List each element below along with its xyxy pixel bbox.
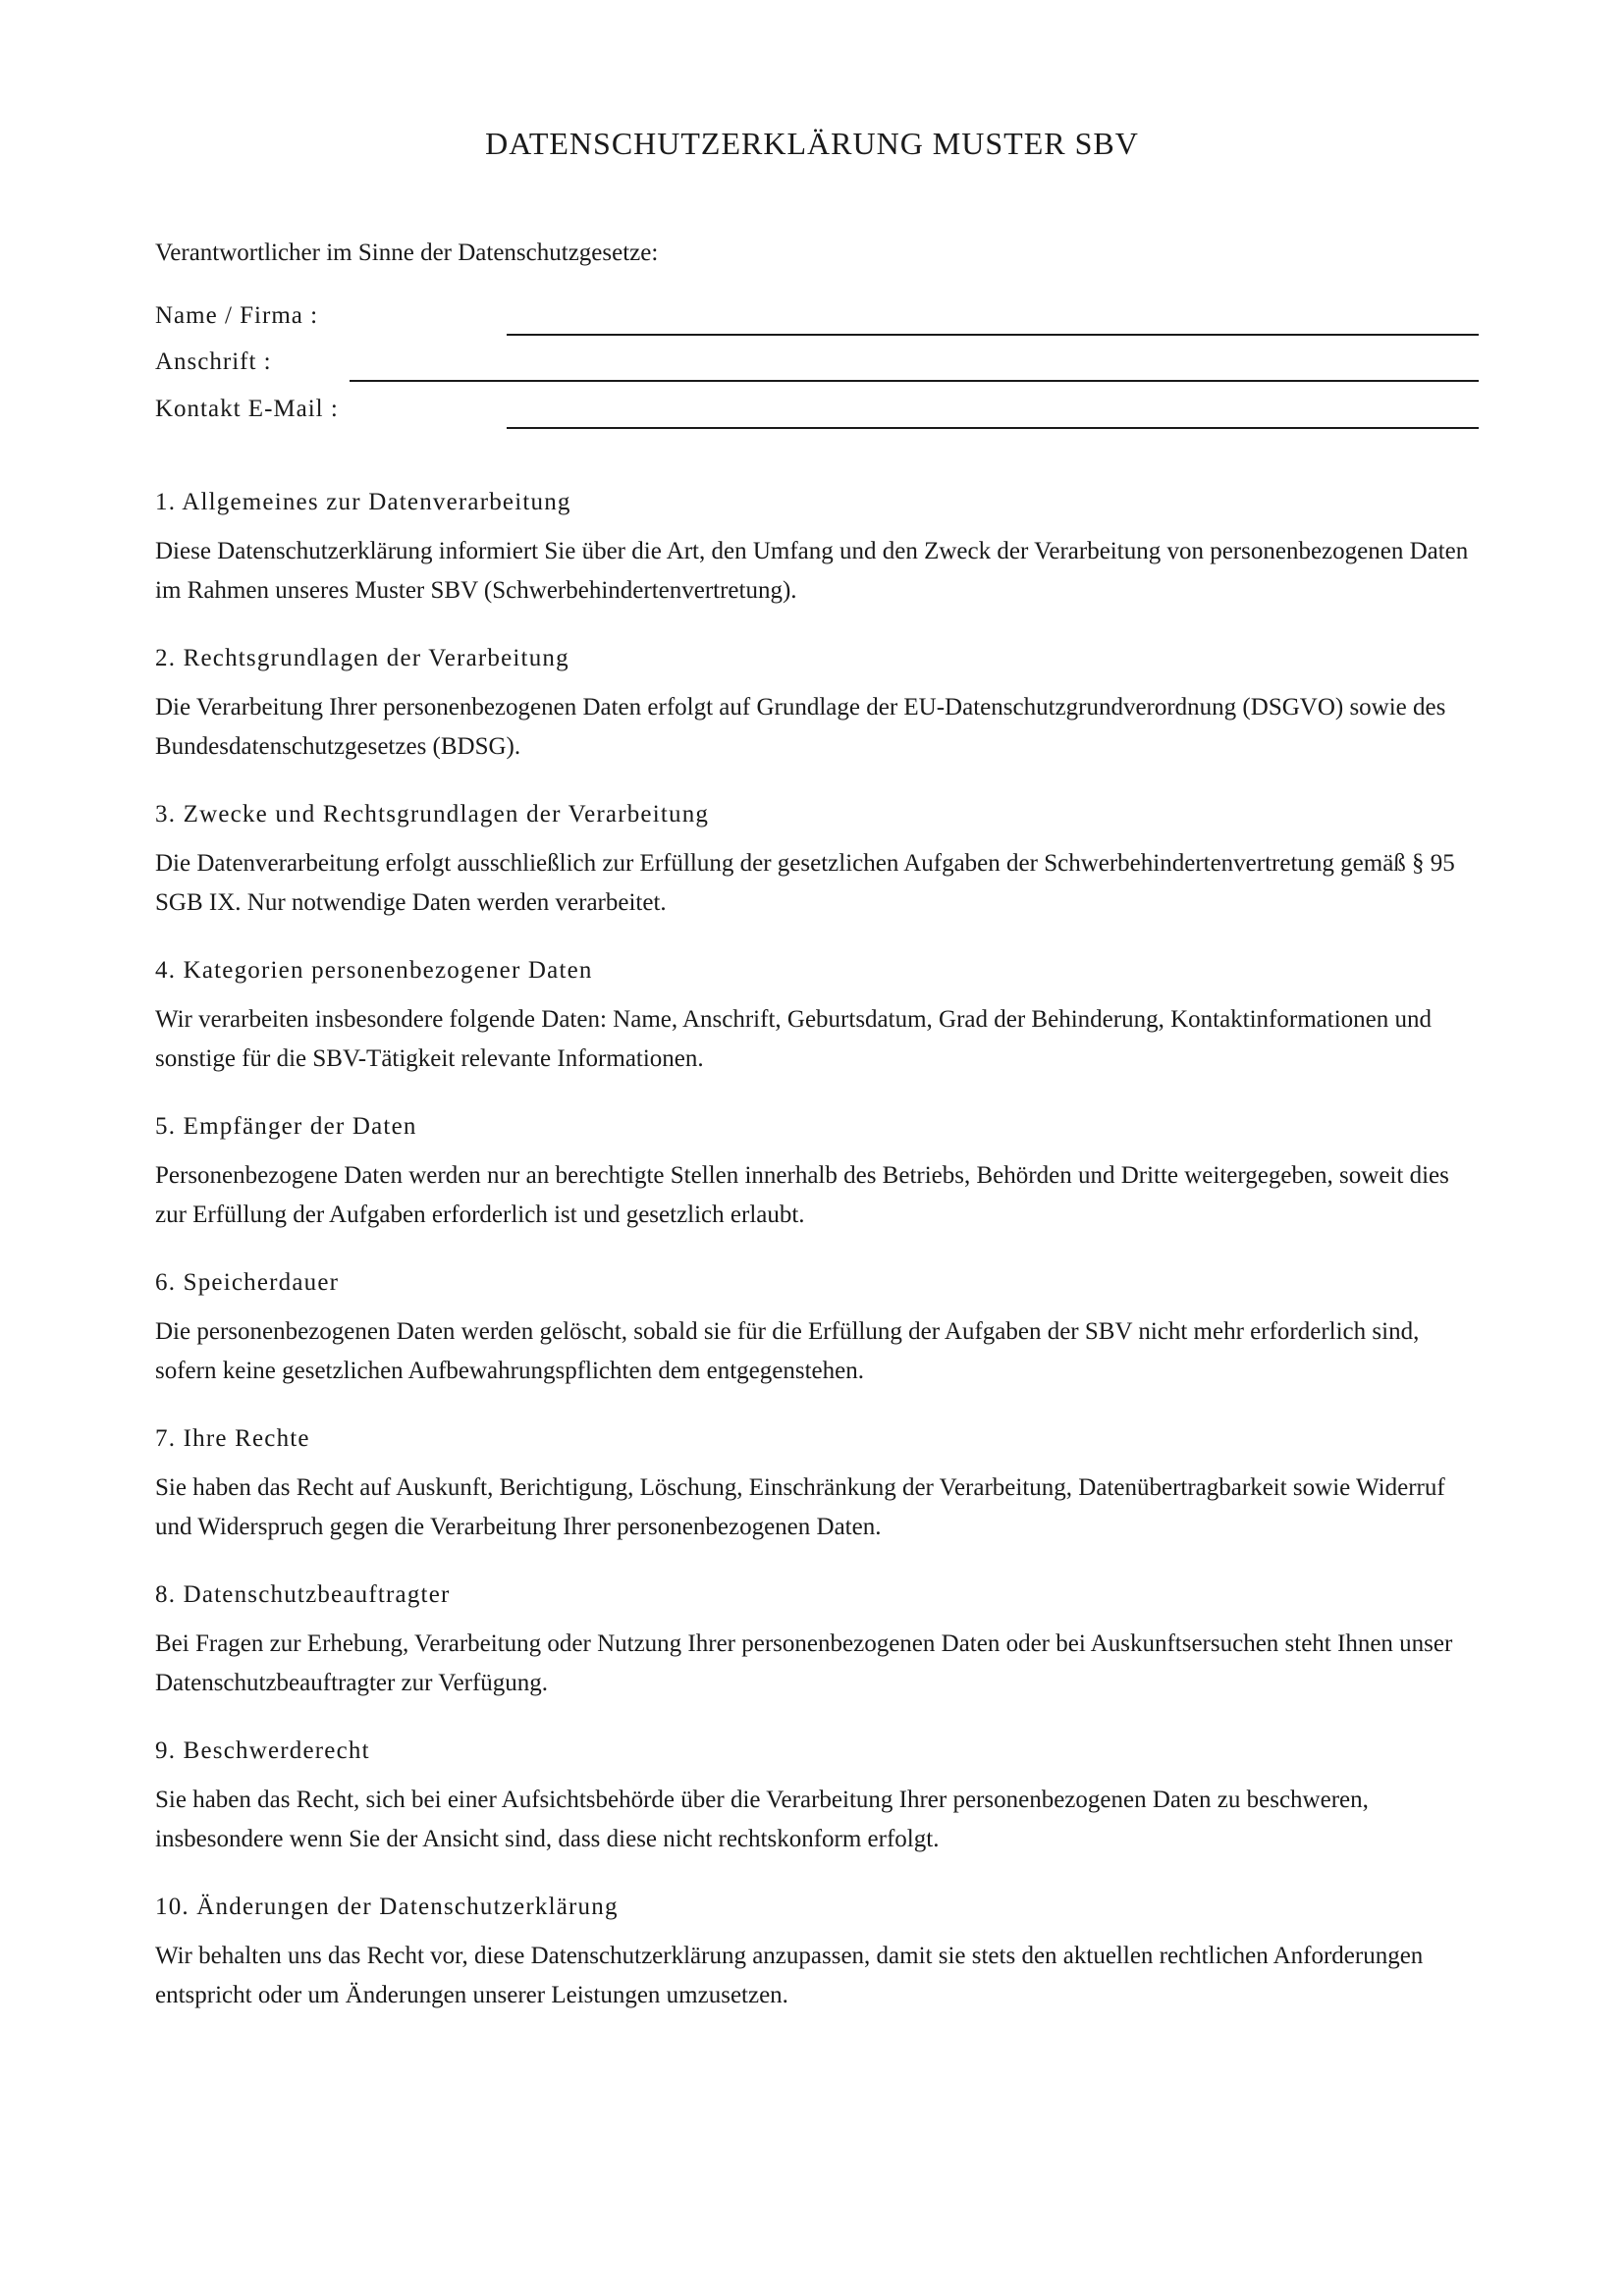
- section-heading: 4. Kategorien personenbezogener Daten: [155, 957, 593, 984]
- section-heading: 7. Ihre Rechte: [155, 1425, 310, 1452]
- section-heading: 10. Änderungen der Datenschutzerklärung: [155, 1894, 619, 1920]
- section-general: [155, 487, 1481, 611]
- section-storage-duration: [155, 1267, 1481, 1391]
- document-title: DATENSCHUTZERKLÄRUNG MUSTER SBV: [485, 126, 1139, 161]
- controller-intro: Verantwortlicher im Sinne der Datenschutzgesetze:: [155, 240, 659, 266]
- field-label-email: Kontakt E-Mail :: [155, 396, 339, 422]
- field-label-name: Name / Firma :: [155, 302, 319, 329]
- section-heading: 3. Zwecke und Rechtsgrundlagen der Verarbeitung: [155, 801, 710, 828]
- section-body: Wir behalten uns das Recht vor, diese Datenschutzerklärung anzupassen, damit sie stets den aktuellen rechtlichen Anforderungen entspricht oder um Änderungen unserer Leistungen umzusetzen.: [155, 1943, 1424, 2008]
- section-right-to-complain: [155, 1735, 1481, 1859]
- section-heading: 1. Allgemeines zur Datenverarbeitung: [155, 489, 571, 515]
- section-heading: 2. Rechtsgrundlagen der Verarbeitung: [155, 645, 569, 671]
- section-heading: 8. Datenschutzbeauftragter: [155, 1581, 451, 1608]
- section-data-categories: [155, 955, 1481, 1079]
- section-heading: 9. Beschwerderecht: [155, 1737, 370, 1764]
- field-line-address[interactable]: [350, 380, 1479, 382]
- section-purposes: [155, 799, 1481, 923]
- section-body: Die Datenverarbeitung erfolgt ausschließlich zur Erfüllung der gesetzlichen Aufgaben der Schwerbehindertenvertretung gemäß § 95 SGB IX. Nur notwendige Daten werden verarbeitet.: [155, 850, 1455, 916]
- section-data-protection-officer: [155, 1579, 1481, 1703]
- section-changes: [155, 1892, 1481, 2015]
- section-body: Sie haben das Recht, sich bei einer Aufsichtsbehörde über die Verarbeitung Ihrer personenbezogenen Daten zu beschweren, insbesondere wenn Sie der Ansicht sind, dass diese nicht rechtskonform erfolgt.: [155, 1787, 1369, 1852]
- section-legal-basis: [155, 643, 1481, 767]
- field-line-email[interactable]: [507, 427, 1479, 429]
- section-body: Die Verarbeitung Ihrer personenbezogenen Daten erfolgt auf Grundlage der EU-Datenschutzgrundverordnung (DSGVO) sowie des Bundesdatenschutzgesetzes (BDSG).: [155, 694, 1446, 760]
- section-body: Sie haben das Recht auf Auskunft, Berichtigung, Löschung, Einschränkung der Verarbeitung, Datenübertragbarkeit sowie Widerruf und Widerspruch gegen die Verarbeitung Ihrer personenbezogenen Daten.: [155, 1474, 1445, 1540]
- field-label-address: Anschrift :: [155, 348, 272, 375]
- field-line-name[interactable]: [507, 334, 1479, 336]
- section-body: Die personenbezogenen Daten werden gelöscht, sobald sie für die Erfüllung der Aufgaben der SBV nicht mehr erforderlich sind, sofern keine gesetzlichen Aufbewahrungspflichten dem entgegenstehen.: [155, 1318, 1420, 1384]
- section-heading: 5. Empfänger der Daten: [155, 1113, 417, 1140]
- section-recipients: [155, 1111, 1481, 1235]
- section-your-rights: [155, 1423, 1481, 1547]
- section-body: Wir verarbeiten insbesondere folgende Daten: Name, Anschrift, Geburtsdatum, Grad der Behinderung, Kontaktinformationen und sonstige für die SBV-Tätigkeit relevante Informationen.: [155, 1006, 1432, 1072]
- section-heading: 6. Speicherdauer: [155, 1269, 340, 1296]
- section-body: Bei Fragen zur Erhebung, Verarbeitung oder Nutzung Ihrer personenbezogenen Daten oder bei Auskunftsersuchen steht Ihnen unser Datenschutzbeauftragter zur Verfügung.: [155, 1630, 1453, 1696]
- section-body: Diese Datenschutzerklärung informiert Sie über die Art, den Umfang und den Zweck der Verarbeitung von personenbezogenen Daten im Rahmen unseres Muster SBV (Schwerbehindertenvertretung).: [155, 538, 1469, 604]
- section-body: Personenbezogene Daten werden nur an berechtigte Stellen innerhalb des Betriebs, Behörden und Dritte weitergegeben, soweit dies zur Erfüllung der Aufgaben erforderlich ist und gesetzlich erlaubt.: [155, 1162, 1449, 1228]
